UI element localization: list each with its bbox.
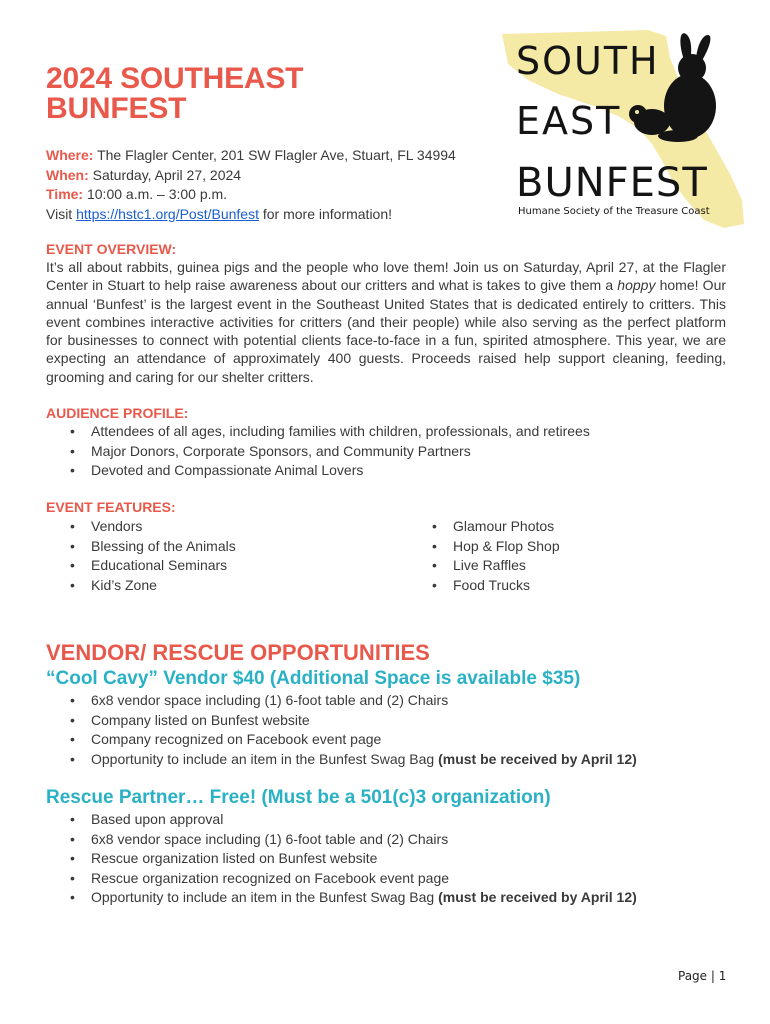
time-value: 10:00 a.m. – 3:00 p.m.: [86, 186, 228, 202]
list-item: • Kid’s Zone: [46, 576, 386, 596]
time-row: [46, 185, 456, 205]
cool-cavy-list: [46, 691, 736, 769]
list-item: • Food Trucks: [408, 576, 708, 596]
when-value: Saturday, April 27, 2024: [92, 166, 242, 183]
overview-text-italic: hoppy: [617, 277, 656, 294]
audience-heading: AUDIENCE PROFILE:: [46, 405, 189, 421]
visit-row: [46, 205, 456, 225]
southeast-bunfest-logo: [498, 24, 748, 230]
features-list-left: [46, 517, 386, 595]
list-item: • Attendees of all ages, including families with children, professionals, and retirees: [46, 422, 726, 442]
audience-profile-section: [46, 404, 726, 481]
cool-cavy-title: “Cool Cavy” Vendor $40 (Additional Space is available $35): [46, 668, 581, 689]
time-label: Time:: [46, 186, 84, 202]
features-heading: EVENT FEATURES:: [46, 499, 176, 515]
list-item: • Company recognized on Facebook event page: [46, 730, 736, 750]
list-item: [46, 750, 736, 770]
where-value: The Flagler Center, 201 SW Flagler Ave, Stuart, FL 34994: [97, 147, 456, 163]
list-item: • Rescue organization listed on Bunfest website: [46, 849, 736, 869]
list-item: • Rescue organization recognized on Facebook event page: [46, 869, 736, 889]
list-item: • Vendors: [46, 517, 386, 537]
where-label: Where:: [46, 147, 94, 163]
deadline-text: (must be received by April 12): [438, 750, 637, 767]
list-item: • Devoted and Compassionate Animal Lovers: [46, 461, 726, 481]
list-item: [46, 888, 736, 908]
rescue-partner-title: Rescue Partner… Free! (Must be a 501(c)3 organization): [46, 787, 551, 808]
list-item: • 6x8 vendor space including (1) 6-foot table and (2) Chairs: [46, 830, 736, 850]
cool-cavy-section: [46, 667, 736, 769]
overview-text-2: home! Our annual ‘Bunfest’ is the largest event in the Southeast United States that is dedicated entirely to critters. This event combines interactive activities for critters (and their people) while also serving as the perfect platform for businesses to connect with potential clients face-to-face in a fun, spirited atmosphere. This year, we are expecting an attendance of approximately 400 guests. Proceeds raised help support cleaning, feeding, grooming and caring for our shelter critters.: [46, 277, 727, 385]
list-item: • Live Raffles: [408, 556, 708, 576]
list-item: • Educational Seminars: [46, 556, 386, 576]
logo-line-1: SOUTH: [516, 39, 660, 83]
rescue-partner-section: [46, 786, 736, 908]
title-line-2: BUNFEST: [46, 92, 187, 125]
when-label: When:: [46, 166, 89, 183]
when-row: [46, 166, 456, 186]
logo-line-2: EAST: [516, 99, 622, 143]
visit-suffix: for more information!: [262, 205, 393, 222]
deadline-text: (must be received by April 12): [438, 889, 637, 905]
rescue-partner-list: [46, 810, 736, 908]
page-title: [46, 64, 486, 124]
page-number: Page | 1: [678, 969, 727, 983]
logo-tagline: Humane Society of the Treasure Coast: [518, 206, 710, 217]
event-info: [46, 146, 456, 224]
features-list-right: [408, 517, 708, 595]
swag-bag-text: Opportunity to include an item in the Bunfest Swag Bag: [91, 889, 435, 905]
bunfest-link[interactable]: https://hstc1.org/Post/Bunfest: [76, 205, 259, 222]
list-item: • Company listed on Bunfest website: [46, 711, 736, 731]
overview-text-1: It’s all about rabbits, guinea pigs and the people who love them! Join us on Saturday, April 27, at the Flagler Center in Stuart to help raise awareness about our critters and what is takes to give them a: [46, 259, 726, 294]
event-overview-text: [46, 258, 726, 386]
event-overview-heading: EVENT OVERVIEW:: [46, 241, 177, 257]
list-item: • Major Donors, Corporate Sponsors, and Community Partners: [46, 442, 726, 462]
swag-bag-text: Opportunity to include an item in the Bunfest Swag Bag: [91, 750, 435, 767]
where-row: [46, 146, 456, 166]
title-line-1: 2024 SOUTHEAST: [46, 62, 304, 95]
event-overview-section: [46, 240, 726, 386]
vendor-rescue-heading: VENDOR/ RESCUE OPPORTUNITIES: [46, 640, 430, 665]
logo-line-3: BUNFEST: [516, 160, 708, 206]
list-item: • 6x8 vendor space including (1) 6-foot table and (2) Chairs: [46, 691, 736, 711]
list-item: • Based upon approval: [46, 810, 736, 830]
list-item: • Hop & Flop Shop: [408, 537, 708, 557]
audience-list: [46, 422, 726, 481]
visit-prefix: Visit: [46, 205, 73, 222]
list-item: • Glamour Photos: [408, 517, 708, 537]
list-item: • Blessing of the Animals: [46, 537, 386, 557]
event-features-section: [46, 498, 726, 593]
